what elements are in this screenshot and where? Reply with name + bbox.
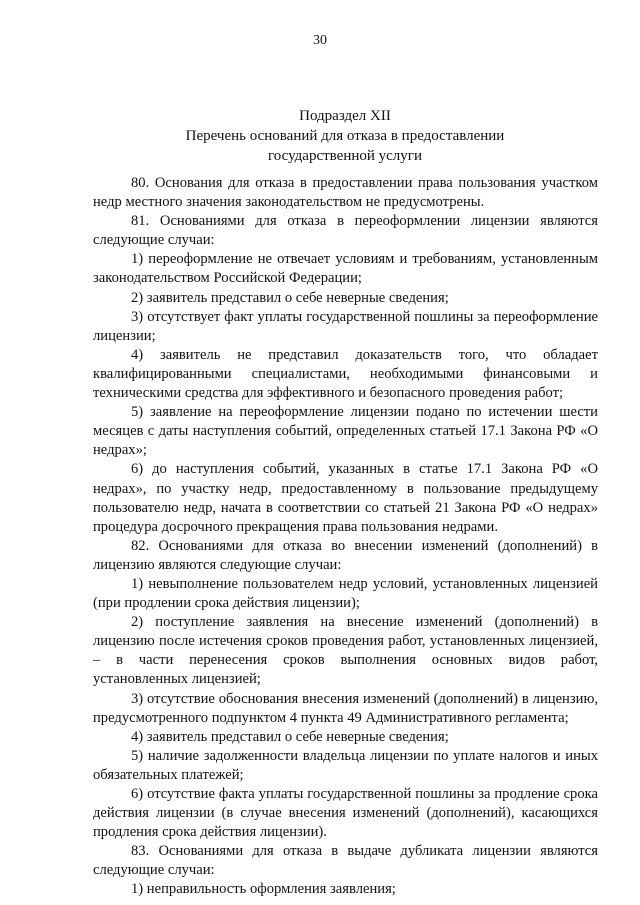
paragraph-81-item-5: 5) заявление на переоформление лицензии подано по истечении шести месяцев с даты наступления событий, определенных статьей 17.1 Закона РФ «О недрах»; <box>93 404 598 459</box>
section-title-line-1: Перечень оснований для отказа в предоставлении <box>185 128 505 144</box>
paragraph-81-item-4: 4) заявитель не представил доказательств того, что обладает квалифицированными специалистами, необходимыми финансовыми и техническими средства для эффективного и безопасного проведения работ; <box>93 346 598 402</box>
paragraph-82: 82. Основаниями для отказа во внесении изменений (дополнений) в лицензию являются следующие случаи: <box>93 537 598 573</box>
document-body <box>93 174 598 900</box>
subsection-label: Подраздел XII <box>299 108 391 124</box>
paragraph-81-item-2: 2) заявитель представил о себе неверные сведения; <box>131 289 449 306</box>
section-title-line-2: государственной услуги <box>268 148 422 164</box>
paragraph-81-item-1: 1) переоформление не отвечает условиям и требованиям, установленным законодательством Российской Федерации; <box>93 251 598 287</box>
paragraph-82-item-4: 4) заявитель представил о себе неверные сведения; <box>131 728 449 745</box>
paragraph-81-item-3: 3) отсутствует факт уплаты государственной пошлины за переоформление лицензии; <box>93 308 598 344</box>
page-number: 30 <box>313 33 327 48</box>
paragraph-83-item-1: 1) неправильность оформления заявления; <box>131 881 396 898</box>
paragraph-82-item-5: 5) наличие задолженности владельца лицензии по уплате налогов и иных обязательных платежей; <box>93 747 598 783</box>
paragraph-81: 81. Основаниями для отказа в переоформлении лицензии являются следующие случаи: <box>93 213 598 249</box>
paragraph-82-item-6: 6) отсутствие факта уплаты государственной пошлины за продление срока действия лицензии (в случае внесения изменений (дополнений), касающихся продления срока действия лицензии). <box>93 786 598 841</box>
paragraph-81-item-6: 6) до наступления событий, указанных в статье 17.1 Закона РФ «О недрах», по участку недр, предоставленному в пользование предыдущему пользователю недр, начата в соответствии со статьей 21 Закона РФ «О недрах» процедура досрочного прекращения права пользования недрами. <box>93 461 598 535</box>
paragraph-82-item-3: 3) отсутствие обоснования внесения изменений (дополнений) в лицензию, предусмотренного подпунктом 4 пункта 49 Административного регламента; <box>93 690 598 726</box>
paragraph-80: 80. Основания для отказа в предоставлении права пользования участком недр местного значения законодательством не предусмотрены. <box>93 175 598 211</box>
paragraph-83: 83. Основаниями для отказа в выдаче дубликата лицензии являются следующие случаи: <box>93 843 598 879</box>
paragraph-82-item-2: 2) поступление заявления на внесение изменений (дополнений) в лицензию после истечения сроков проведения работ, установленных лицензией, – в части перенесения сроков выполнения основных видов работ, установленных лицензией; <box>93 614 598 688</box>
paragraph-82-item-1: 1) невыполнение пользователем недр условий, установленных лицензией (при продлении срока действия лицензии); <box>93 575 598 612</box>
section-heading <box>90 106 600 166</box>
